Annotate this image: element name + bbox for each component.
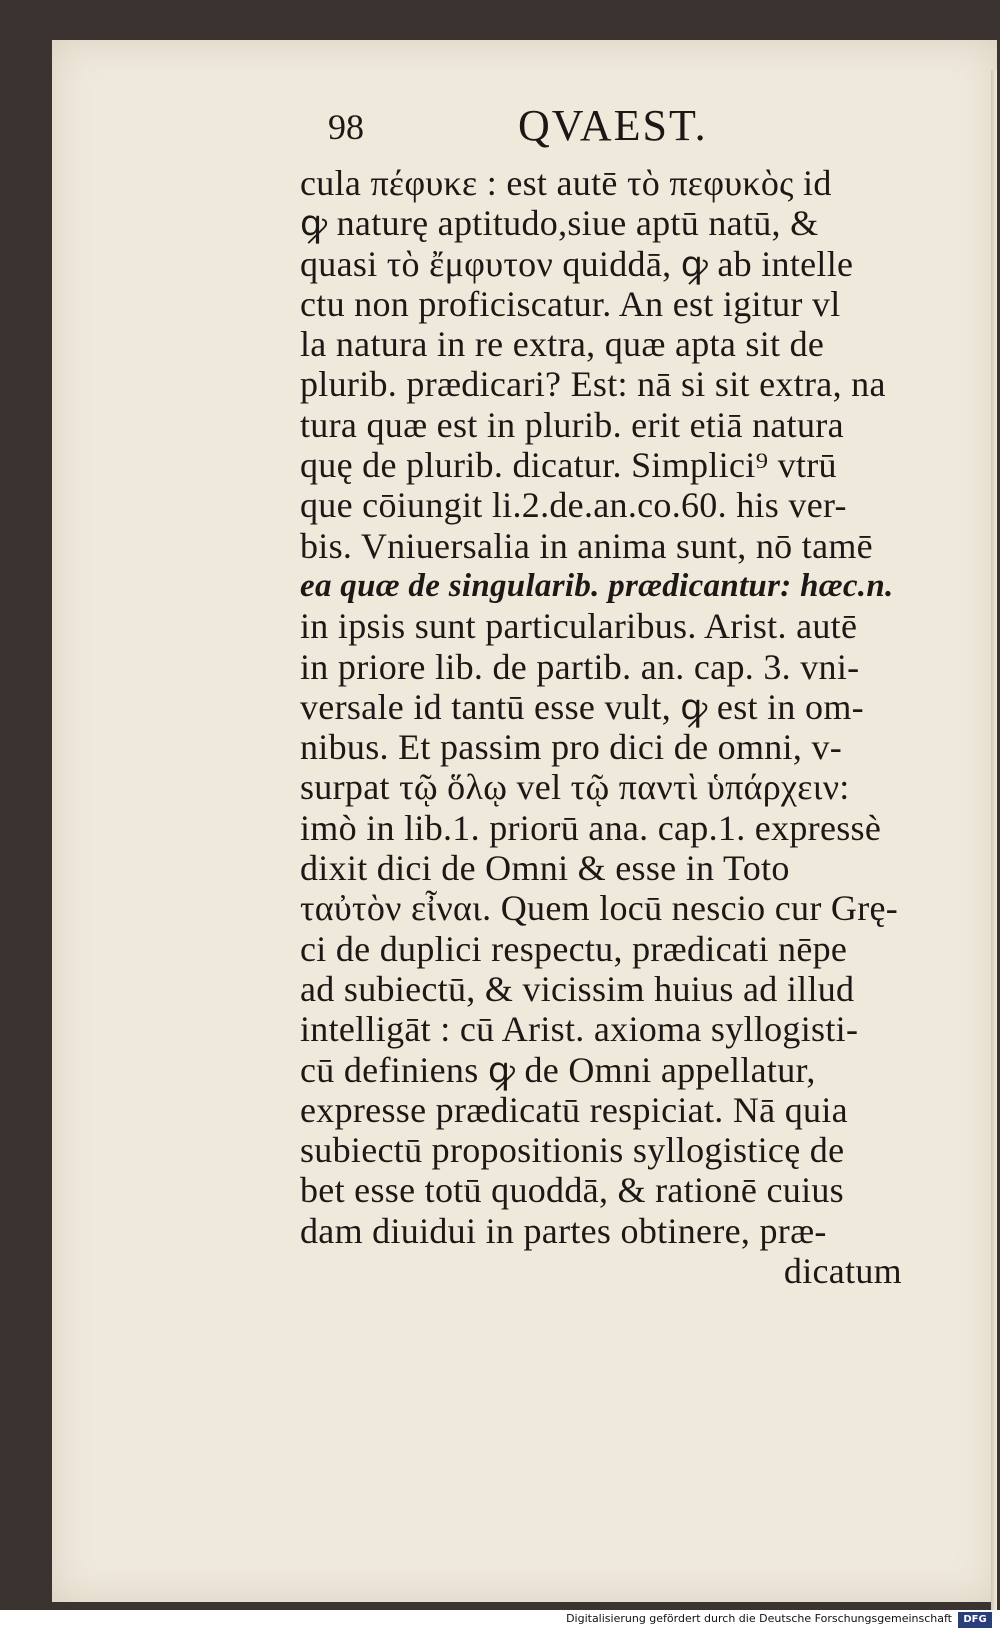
text-line: dixit dici de Omni & esse in Toto <box>300 848 790 889</box>
footer <box>0 1610 1000 1633</box>
text-line: ctu non proficiscatur. An est igitur vl <box>300 283 841 324</box>
text-line: in ipsis sunt particularibus. Arist. autē <box>300 606 858 647</box>
text-line: bet esse totū quoddā, & rationē cuius <box>300 1170 844 1211</box>
page-number: 98 <box>328 107 364 147</box>
page-edge <box>991 70 997 1630</box>
text-line: nibus. Et passim pro dici de omni, v- <box>300 727 843 768</box>
text-line: intelligāt : cū Arist. axioma syllogisti- <box>300 1009 859 1050</box>
text-line: expresse prædicatū respiciat. Nā quia <box>300 1089 848 1130</box>
text-line: imò in lib.1. priorū ana. cap.1. expressè <box>300 807 882 848</box>
text-line-italic: ea quæ de singularib. prædicantur: hæc.n. <box>300 567 894 604</box>
running-head: QVAEST. <box>518 101 708 150</box>
text-line: ꝙ naturę aptitudo,siue aptū natū, & <box>300 203 819 244</box>
text-line: in priore lib. de partib. an. cap. 3. vni- <box>300 646 860 687</box>
text-line: versale id tantū esse vult, ꝙ est in om- <box>300 686 864 727</box>
funding-credit: Digitalisierung gefördert durch die Deutsche Forschungsgemeinschaft <box>566 1612 952 1625</box>
text-line: que cōiungit li.2.de.an.co.60. his ver- <box>300 485 847 526</box>
text-line-last: dicatum <box>783 1251 902 1292</box>
body-text <box>300 163 960 1291</box>
text-line: plurib. prædicari? Est: nā si sit extra, na <box>300 364 886 405</box>
text-line: subiectū propositionis syllogisticę de <box>300 1130 845 1171</box>
text-line: surpat τῷ ὅλῳ vel τῷ παντὶ ὑπάρχειν: <box>300 767 850 808</box>
text-line: cū definiens ꝙ de Omni appellatur, <box>300 1049 816 1090</box>
text-line: ταὐτὸν εἶναι. Quem locū nescio cur Grę- <box>300 888 899 929</box>
dfg-logo: DFG <box>958 1612 992 1628</box>
text-line: ad subiectū, & vicissim huius ad illud <box>300 968 855 1009</box>
text-line: bis. Vniuersalia in anima sunt, nō tamē <box>300 525 873 566</box>
text-line: dam diuidui in partes obtinere, præ- <box>300 1210 827 1251</box>
text-line: ci de duplici respectu, prædicati nēpe <box>300 928 848 969</box>
text-line: la natura in re extra, quæ apta sit de <box>300 324 825 365</box>
text-line: tura quæ est in plurib. erit etiā natura <box>300 404 844 445</box>
text-line: cula πέφυκε : est autē τὸ πεφυκὸς id <box>300 163 832 203</box>
text-line: quę de plurib. dicatur. Simplici⁹ vtrū <box>300 445 837 486</box>
page-header <box>328 100 848 160</box>
text-line: quasi τὸ ἔμφυτον quiddā, ꝙ ab intelle <box>300 243 854 284</box>
